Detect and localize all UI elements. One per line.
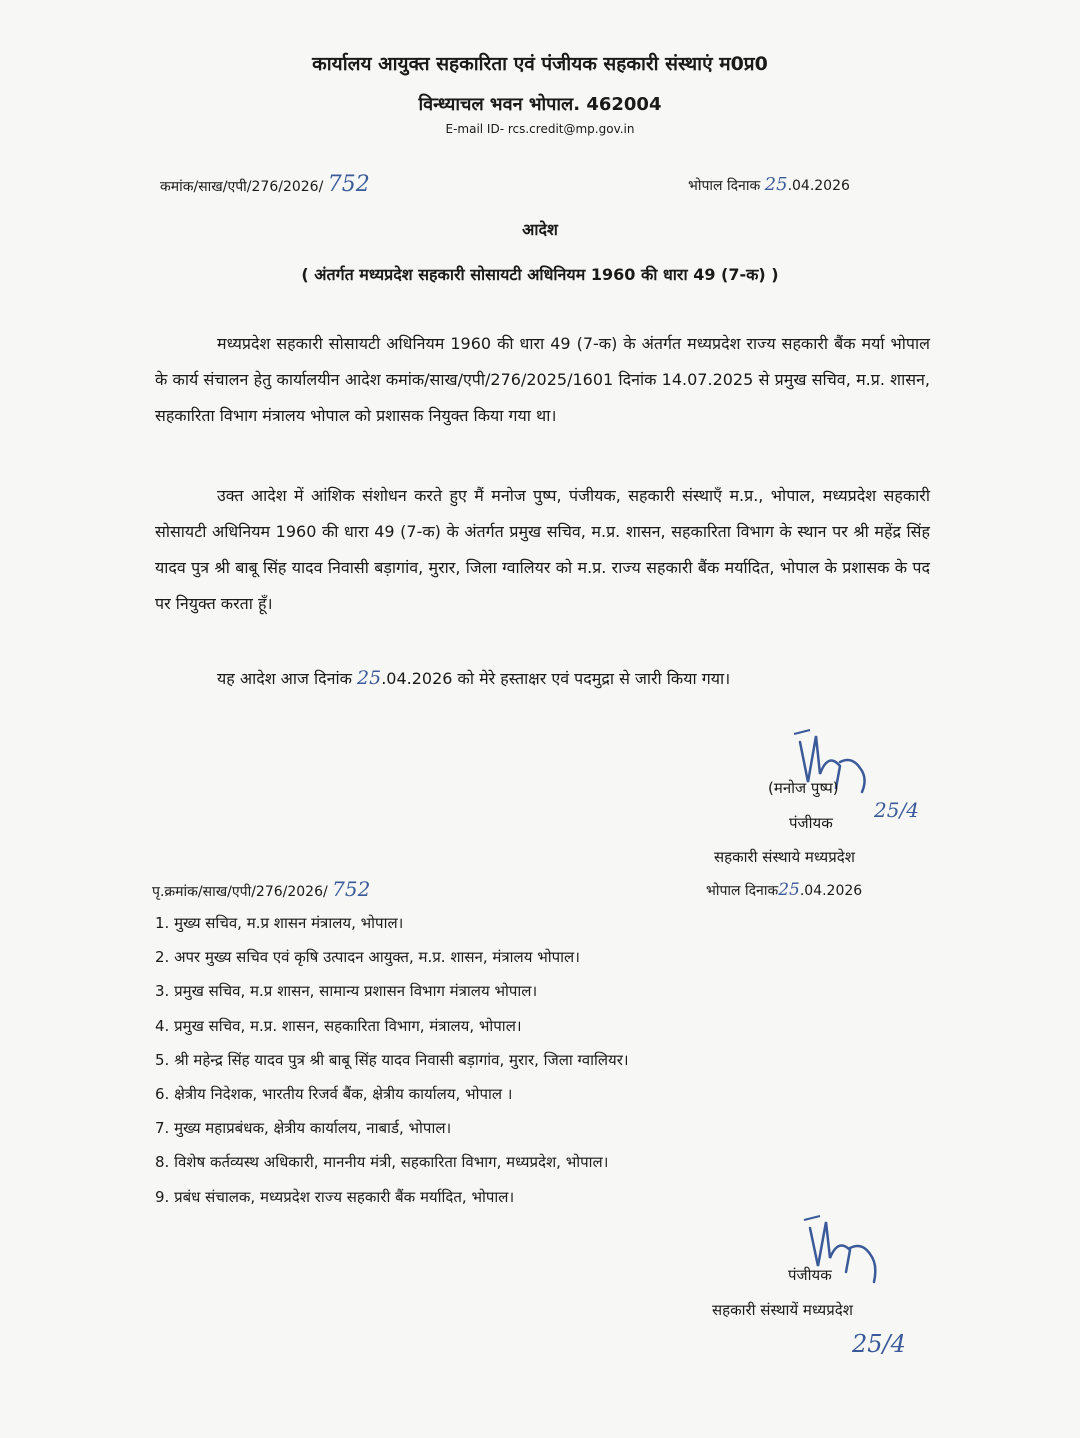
reference-date [688, 174, 850, 195]
signatory-designation: पंजीयक [789, 814, 833, 832]
office-email: E-mail ID- rcs.credit@mp.gov.in [445, 122, 635, 136]
order-paragraph-1: मध्यप्रदेश सहकारी सोसायटी अधिनियम 1960 की धारा 49 (7-क) के अंतर्गत मध्यप्रदेश राज्य सहकारी बैंक मर्या भोपाल के कार्य संचालन हेतु कार्यालयीन आदेश कमांक/साख/एपी/276/2025/1601 दिनांक 14.07.2025 से प्रमुख सचिव, म.प्र. शासन, सहकारिता विभाग मंत्रालय भोपाल को प्रशासक नियुक्त किया गया था। [155, 334, 930, 425]
order-title: आदेश [522, 220, 558, 239]
copy-date-handwritten: 25 [778, 880, 800, 900]
reference-date-suffix: .04.2026 [787, 178, 850, 194]
order-subtitle: ( अंतर्गत मध्यप्रदेश सहकारी सोसायटी अधिनियम 1960 की धारा 49 (7-क) ) [301, 265, 779, 284]
recipient-item: 6. क्षेत्रीय निदेशक, भारतीय रिजर्व बैंक, क्षेत्रीय कार्यालय, भोपाल । [155, 1084, 513, 1103]
recipient-list [155, 906, 629, 1214]
recipient-item: 5. श्री महेन्द्र सिंह यादव पुत्र श्री बाबू सिंह यादव निवासी बड़ागांव, मुरार, जिला ग्वालियर। [155, 1050, 629, 1069]
recipient-item: 8. विशेष कर्तव्यस्थ अधिकारी, माननीय मंत्री, सहकारिता विभाग, मध्यप्रदेश, भोपाल। [155, 1153, 609, 1172]
signatory-designation-2: पंजीयक [788, 1266, 832, 1284]
reference-number-prefix: कमांक/साख/एपी/276/2026/ [160, 179, 324, 195]
copy-number-prefix: पृ.क्रमांक/साख/एपी/276/2026/ [152, 884, 328, 900]
copy-date-prefix: भोपाल दिनाक [706, 883, 779, 899]
order-paragraph-3-handwritten: 25 [357, 667, 382, 689]
recipient-item: 1. मुख्य सचिव, म.प्र शासन मंत्रालय, भोपाल। [155, 914, 404, 932]
signature-date-handwritten-1: 25/4 [874, 798, 919, 822]
signatory-office: सहकारी संस्थाये मध्यप्रदेश [714, 848, 855, 866]
recipient-item: 3. प्रमुख सचिव, म.प्र शासन, सामान्य प्रशासन विभाग मंत्रालय भोपाल। [155, 982, 538, 1001]
recipient-item: 9. प्रबंध संचालक, मध्यप्रदेश राज्य सहकारी बैंक मर्यादित, भोपाल। [155, 1187, 515, 1206]
order-paragraph-3-suffix: .04.2026 को मेरे हस्ताक्षर एवं पदमुद्रा से जारी किया गया। [381, 669, 731, 688]
order-paragraph-3-prefix: यह आदेश आज दिनांक [217, 669, 358, 688]
recipient-item: 4. प्रमुख सचिव, म.प्र. शासन, सहकारिता विभाग, मंत्रालय, भोपाल। [155, 1016, 522, 1035]
order-paragraph-2: उक्त आदेश में आंशिक संशोधन करते हुए मैं मनोज पुष्प, पंजीयक, सहकारी संस्थाएँ म.प्र., भोपाल, मध्यप्रदेश सहकारी सोसायटी अधिनियम 1960 की धारा 49 (7-क) के अंतर्गत प्रमुख सचिव, म.प्र. शासन, सहकारिता विभाग के स्थान पर श्री महेंद्र सिंह यादव पुत्र श्री बाबू सिंह यादव निवासी बड़ागांव, मुरार, जिला ग्वालियर को म.प्र. राज्य सहकारी बैंक मर्यादित, भोपाल के प्रशासक के पद पर नियुक्त करता हूँ। [155, 486, 930, 613]
office-heading: कार्यालय आयुक्त सहकारिता एवं पंजीयक सहकारी संस्थाएं म0प्र0 [312, 53, 768, 75]
reference-date-prefix: भोपाल दिनाक [688, 178, 761, 194]
recipient-item: 7. मुख्य महाप्रबंधक, क्षेत्रीय कार्यालय, नाबार्ड, भोपाल। [155, 1119, 452, 1138]
copy-date-suffix: .04.2026 [799, 883, 863, 899]
signatory-name: (मनोज पुष्प) [768, 779, 839, 797]
reference-number-handwritten: 752 [327, 172, 370, 197]
reference-date-handwritten: 25 [764, 174, 788, 195]
order-paragraph-3 [155, 660, 930, 697]
signature-date-handwritten-2: 25/4 [852, 1330, 906, 1358]
copy-reference-number [152, 877, 370, 901]
recipient-item: 2. अपर मुख्य सचिव एवं कृषि उत्पादन आयुक्त, म.प्र. शासन, मंत्रालय भोपाल। [155, 948, 580, 967]
copy-reference-date [706, 880, 862, 900]
office-address: विन्ध्याचल भवन भोपाल. 462004 [418, 94, 662, 115]
reference-number [160, 172, 370, 197]
copy-number-handwritten: 752 [332, 877, 371, 901]
signatory-office-2: सहकारी संस्थायें मध्यप्रदेश [712, 1301, 853, 1319]
